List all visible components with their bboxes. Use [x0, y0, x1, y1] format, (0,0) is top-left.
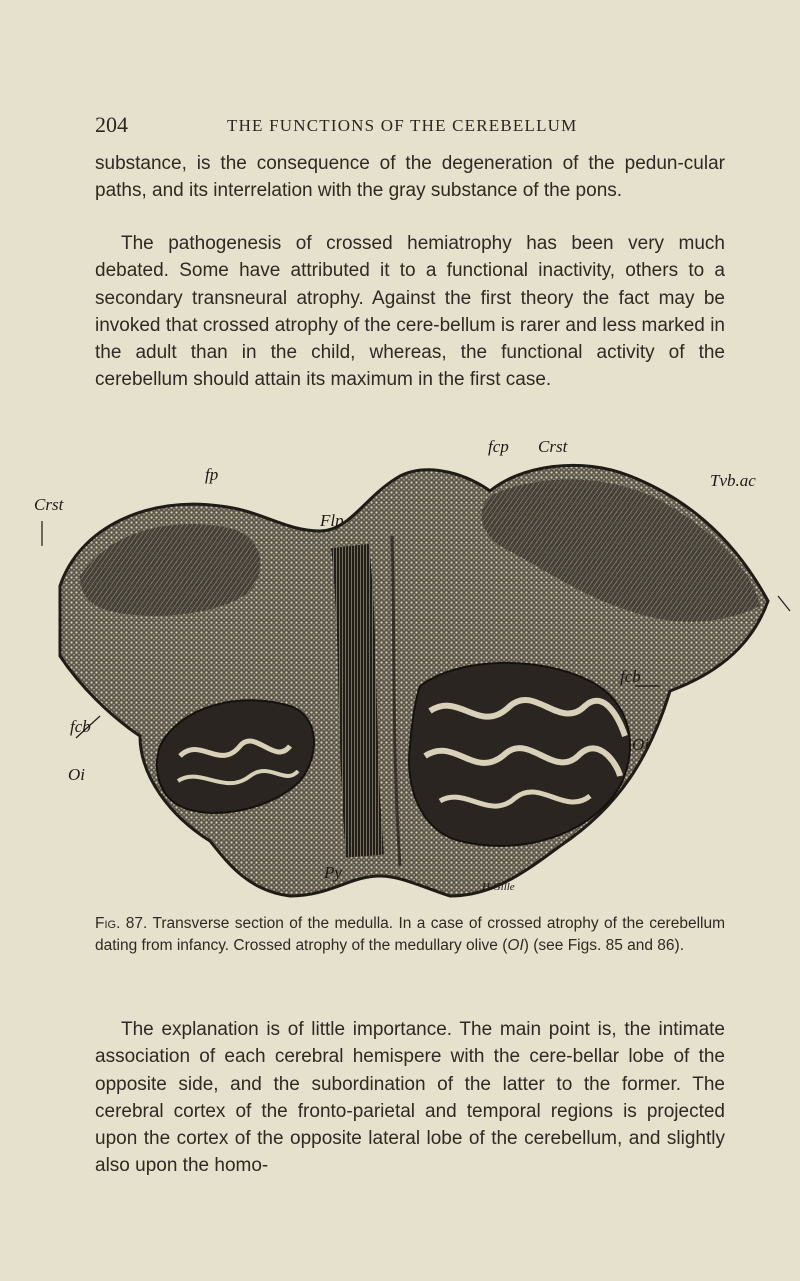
label-tvb-ac: Tvb.ac [710, 471, 756, 490]
paragraph-3: The explanation is of little importance. The main point is, the intimate association of each cerebral hemispere with the cere-bellar lobe of the opposite side, and the subordination of the latter to the former. The cerebral cortex of the fronto-parietal and temporal regions is projected upon the cortex of the opposite lateral lobe of the cerebellum, and slightly also upon the homo- [95, 1019, 725, 1177]
caption-fig-word: Fig. [95, 915, 121, 932]
label-flp: Flp [320, 511, 344, 530]
header-title: THE FUNCTIONS OF THE CEREBELLUM [227, 116, 578, 135]
label-py: Py [324, 863, 342, 882]
paragraph-2: The pathogenesis of crossed hemiatrophy has been very much debated. Some have attributed it to a functional inactivity, others to a secondary transneural atrophy. Against the first theory the fact may be invoked that crossed atrophy of the cere-bellum is rarer and less marked in the adult than in the child, whereas, the functional activity of the cerebellum should attain its maximum in the first case. [95, 233, 725, 391]
label-oi-left: Oi [68, 765, 85, 784]
label-fcb-right: fcb [620, 667, 641, 686]
caption-end: ) (see Figs. 85 and 86). [523, 936, 685, 954]
label-crst-top: Crst [538, 437, 568, 456]
page-number: 204 [95, 112, 128, 137]
caption-fig-number: 87. [125, 915, 148, 932]
label-crst-left: Crst [34, 495, 64, 514]
label-fcb-left: fcb [70, 717, 91, 736]
caption-abbr: OI [507, 936, 524, 954]
label-fp: fp [205, 465, 219, 484]
figure-caption [95, 913, 725, 956]
medulla-figure [20, 436, 800, 906]
running-head [95, 113, 725, 137]
paragraph-1: substance, is the consequence of the degeneration of the pedun-cular paths, and its interrelation with the gray substance of the pons. [95, 153, 725, 202]
label-oi-right: Oi [632, 735, 649, 754]
artist-signature: H.Gille [482, 881, 515, 893]
caption-text: Transverse section of the medulla. In a case of crossed atrophy of the cerebellum dating from infancy. Crossed atrophy of the medullary olive ( [95, 915, 726, 954]
label-fcp: fcp [488, 437, 509, 456]
medulla-section-illustration [20, 436, 800, 906]
